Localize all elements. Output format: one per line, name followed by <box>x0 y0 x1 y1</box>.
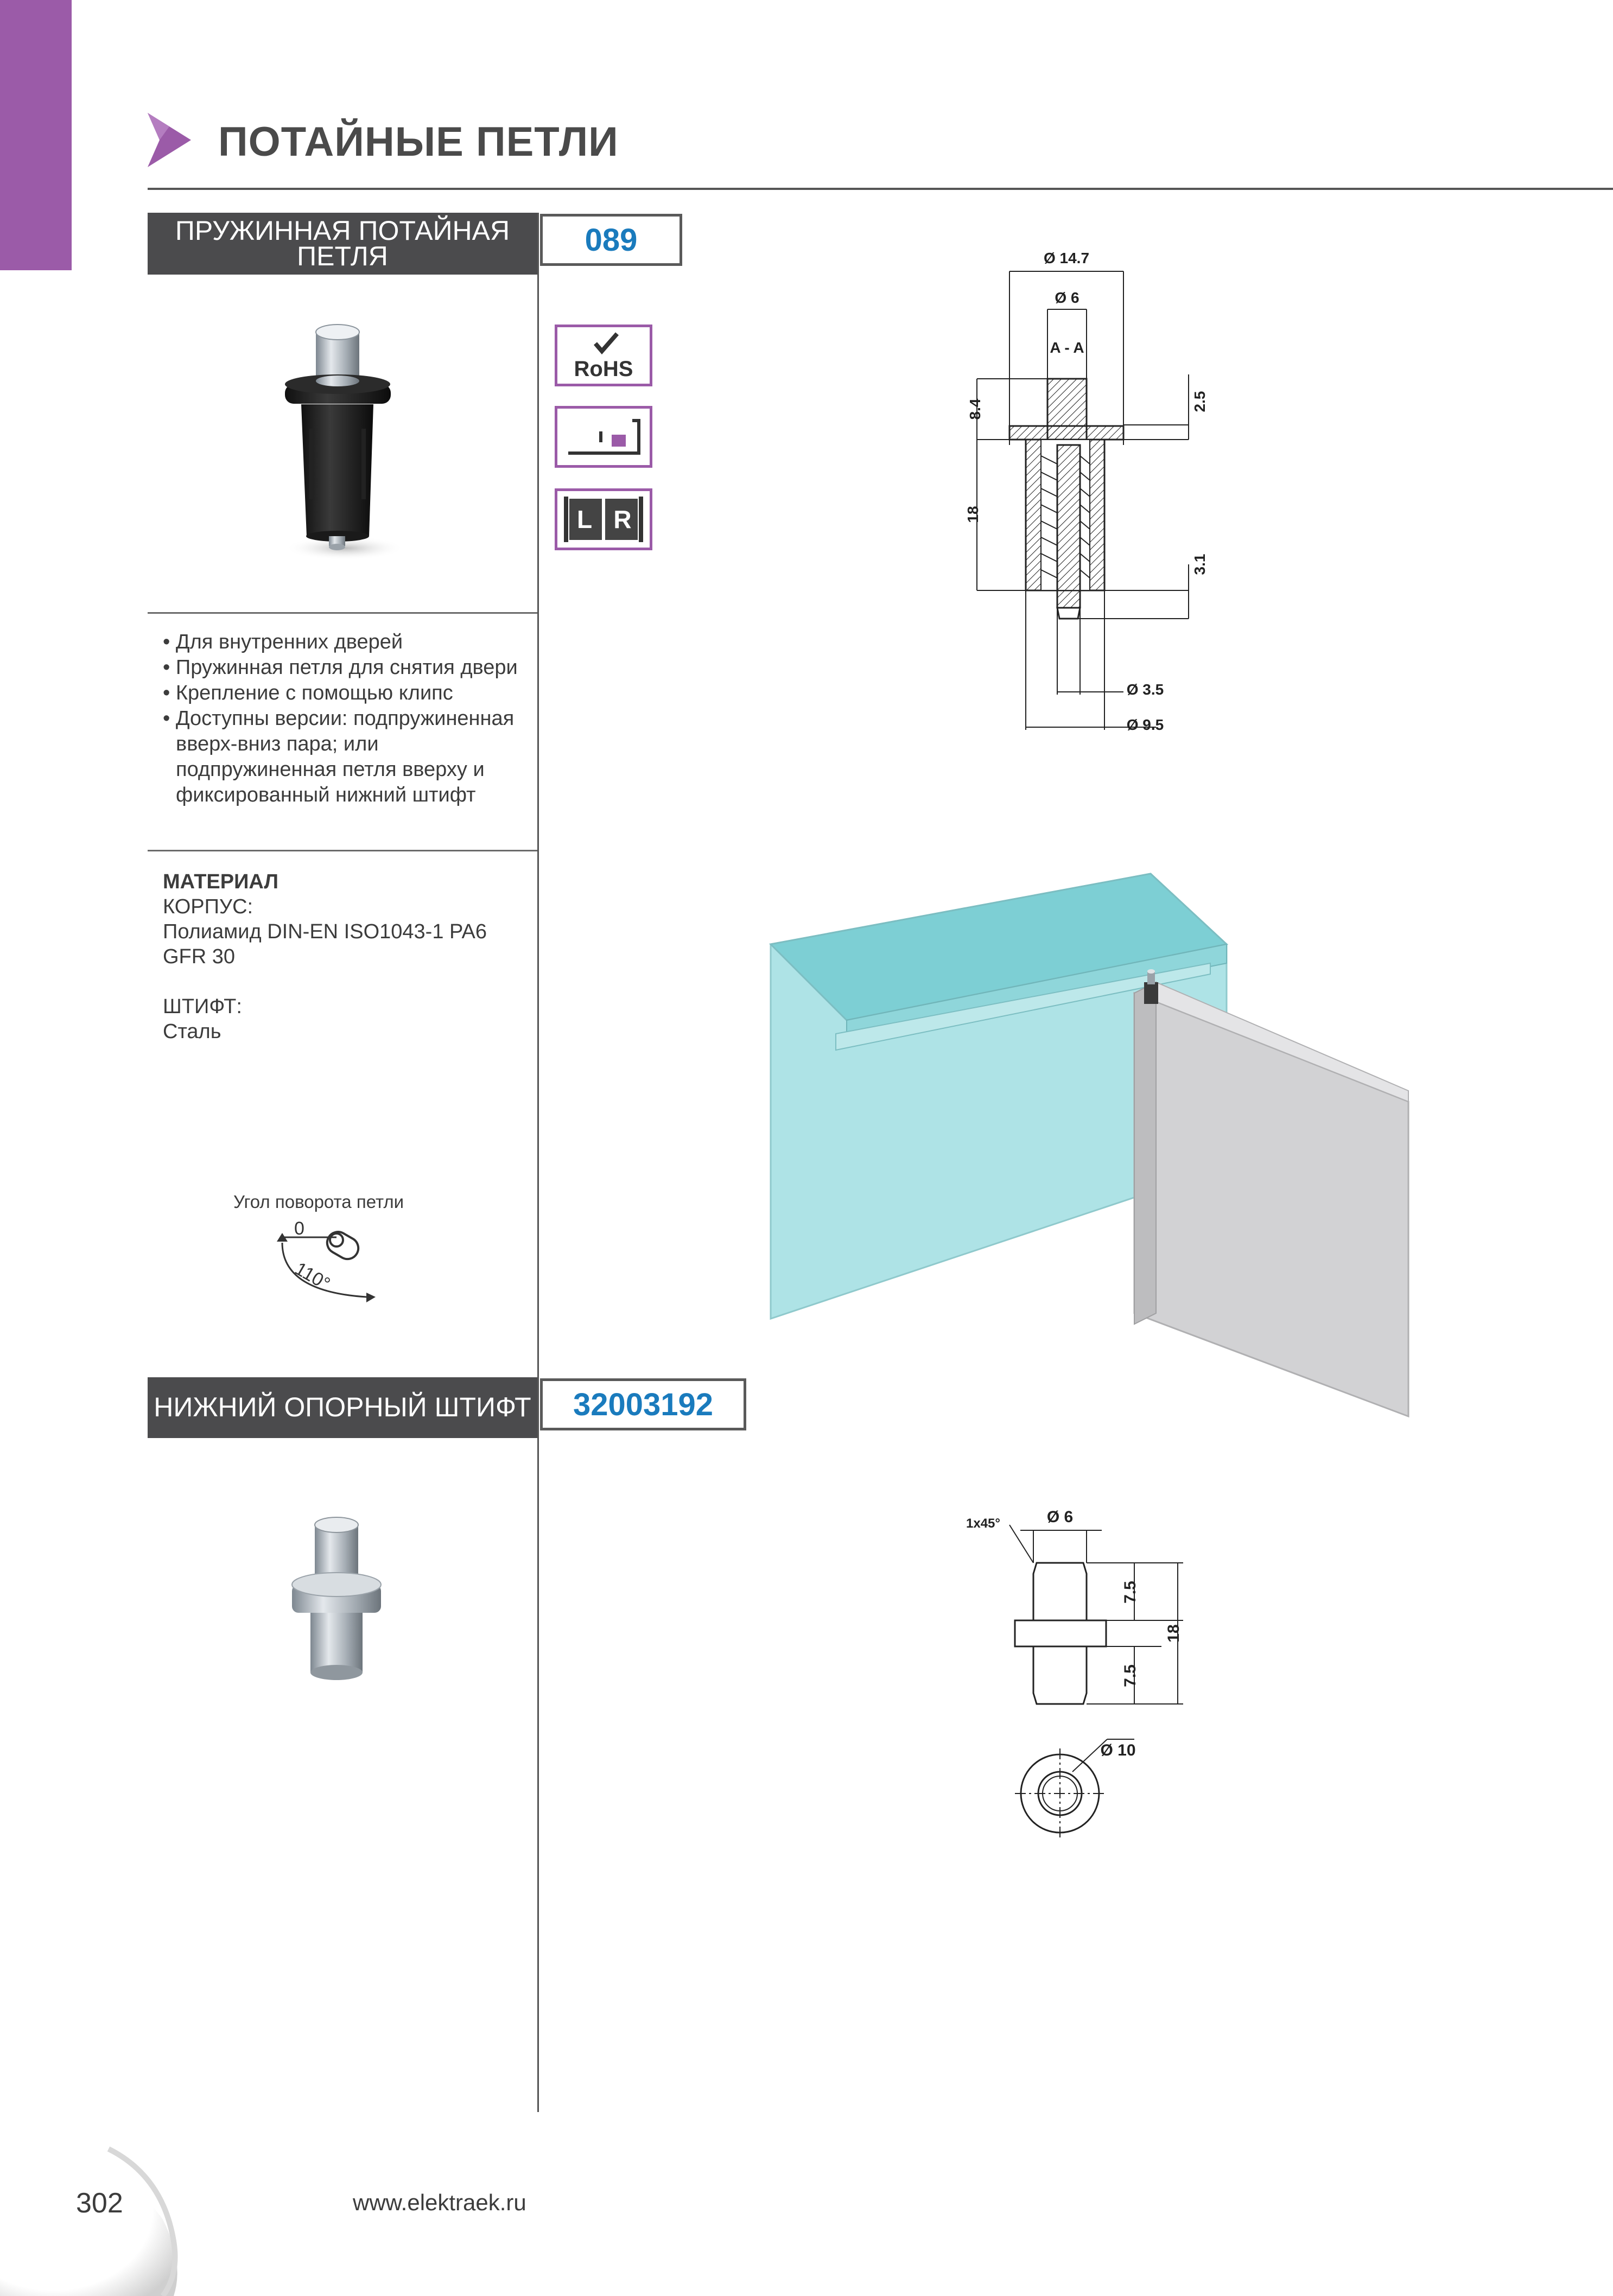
body-label: КОРПУС: <box>163 895 253 918</box>
dim-dia-pin: Ø 6 <box>1055 289 1079 306</box>
product-header-line1: ПРУЖИННАЯ ПОТАЙНАЯ <box>175 215 510 246</box>
cabinet-installation-render <box>765 863 1417 1433</box>
product-code-089: 089 <box>540 214 682 266</box>
page-title: ПОТАЙНЫЕ ПЕТЛИ <box>218 119 619 165</box>
side-accent-tab <box>0 0 72 270</box>
dim-top-height: 7.5 <box>1121 1581 1139 1604</box>
mounting-type-badge <box>555 406 652 468</box>
right-label: R <box>613 505 632 533</box>
rotation-angle-caption: Угол поворота петли <box>233 1192 404 1212</box>
title-divider <box>148 188 1613 190</box>
rotation-angle-diagram <box>261 1221 380 1313</box>
dim-dia-body: Ø 9.5 <box>1126 716 1164 733</box>
features-divider <box>148 612 537 614</box>
product-header-line2: ПЕТЛЯ <box>297 241 388 271</box>
dim-pin-dia: Ø 6 <box>1046 1508 1074 1526</box>
product-header-spring-hinge <box>148 213 537 275</box>
spring-hinge-photo <box>271 320 412 570</box>
dim-dia-outer: Ø 14.7 <box>1043 250 1090 266</box>
pin-material: Сталь <box>163 1020 221 1043</box>
dim-body: 18 <box>964 506 981 523</box>
dim-bottom-height: 7.5 <box>1121 1664 1139 1687</box>
left-right-badge <box>555 488 652 550</box>
pin-label: ШТИФТ: <box>163 995 242 1018</box>
product-header-bottom-pin <box>148 1377 537 1438</box>
website-link[interactable]: www.elektraek.ru <box>353 2190 526 2215</box>
page-number: 302 <box>76 2187 123 2219</box>
column-divider <box>537 213 539 2112</box>
feature-item: • Пружинная петля для снятия двери <box>163 655 532 680</box>
dim-flange-dia: Ø 10 <box>1100 1741 1136 1759</box>
material-divider <box>148 850 537 851</box>
product-header-text: НИЖНИЙ ОПОРНЫЙ ШТИФТ <box>154 1392 531 1423</box>
bottom-pin-photo <box>282 1509 391 1688</box>
dim-total-height: 18 <box>1165 1624 1183 1643</box>
angle-start-label: 0 <box>294 1221 304 1239</box>
left-label: L <box>576 505 593 533</box>
feature-item: • Для внутренних дверей <box>163 629 532 655</box>
rohs-badge <box>555 325 652 386</box>
section-label: A - A <box>1050 339 1084 356</box>
body-material-line2: GFR 30 <box>163 945 236 968</box>
feature-list <box>163 629 532 808</box>
rohs-text: RoHS <box>574 357 633 381</box>
title-arrow-icon <box>148 113 191 167</box>
hinge-section-drawing <box>917 239 1221 760</box>
inset-mount-icon <box>557 409 650 465</box>
body-material-line1: Полиамид DIN-EN ISO1043-1 PA6 <box>163 920 487 943</box>
left-right-icon <box>557 491 650 548</box>
dim-pin-height: 8.4 <box>967 398 983 420</box>
feature-item: • Крепление с помощью клипс <box>163 680 532 706</box>
pin-drawing <box>955 1498 1205 1867</box>
dim-dia-tip: Ø 3.5 <box>1126 681 1164 698</box>
material-block <box>163 869 487 1044</box>
material-heading: МАТЕРИАЛ <box>163 870 278 893</box>
dim-chamfer: 1x45° <box>966 1516 1000 1531</box>
dim-tip: 3.1 <box>1191 554 1208 575</box>
dim-flange: 2.5 <box>1191 391 1208 412</box>
rohs-check-icon <box>557 327 650 384</box>
feature-item: • Доступны версии: подпружиненная вверх-вниз пара; или подпружиненная петля вверху и фиксированный нижний штифт <box>163 706 532 808</box>
product-code-32003192: 32003192 <box>540 1378 746 1430</box>
angle-value-label: 110° <box>291 1258 334 1295</box>
